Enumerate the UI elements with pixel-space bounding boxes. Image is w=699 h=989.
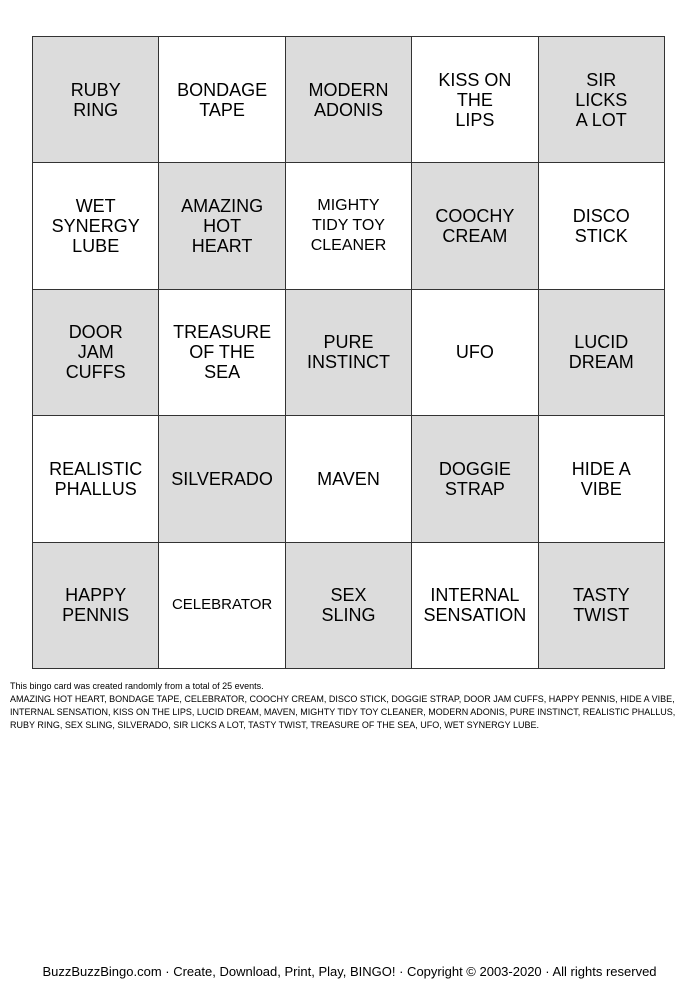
bingo-cell: RUBY RING: [33, 37, 159, 163]
bingo-card-grid: [32, 36, 665, 669]
footer-copyright: BuzzBuzzBingo.com · Create, Download, Print, Play, BINGO! · Copyright © 2003-2020 · All rights reserved: [42, 964, 657, 979]
card-info: [10, 680, 692, 732]
bingo-cell: SILVERADO: [159, 416, 285, 542]
bingo-cell: SIR LICKS A LOT: [539, 37, 665, 163]
bingo-cell: KISS ON THE LIPS: [412, 37, 538, 163]
bingo-cell: DISCO STICK: [539, 163, 665, 289]
bingo-cell: DOOR JAM CUFFS: [33, 290, 159, 416]
bingo-cell: MIGHTY TIDY TOY CLEANER: [286, 163, 412, 289]
bingo-cell: TREASURE OF THE SEA: [159, 290, 285, 416]
bingo-cell: MAVEN: [286, 416, 412, 542]
bingo-cell: COOCHY CREAM: [412, 163, 538, 289]
bingo-cell: LUCID DREAM: [539, 290, 665, 416]
bingo-cell: UFO: [412, 290, 538, 416]
bingo-cell: DOGGIE STRAP: [412, 416, 538, 542]
bingo-cell: SEX SLING: [286, 543, 412, 669]
bingo-cell: CELEBRATOR: [159, 543, 285, 669]
bingo-cell: AMAZING HOT HEART: [159, 163, 285, 289]
bingo-cell: BONDAGE TAPE: [159, 37, 285, 163]
bingo-cell: HIDE A VIBE: [539, 416, 665, 542]
card-info-summary: This bingo card was created randomly from a total of 25 events.: [10, 681, 264, 691]
bingo-cell: TASTY TWIST: [539, 543, 665, 669]
card-info-events-list: AMAZING HOT HEART, BONDAGE TAPE, CELEBRATOR, COOCHY CREAM, DISCO STICK, DOGGIE STRAP, DOOR JAM CUFFS, HAPPY PENNIS, HIDE A VIBE, INTERNAL SENSATION, KISS ON THE LIPS, LUCID DREAM, MAVEN, MIGHTY TIDY TOY CLEANER, MODERN ADONIS, PURE INSTINCT, REALISTIC PHALLUS, RUBY RING, SEX SLING, SILVERADO, SIR LICKS A LOT, TASTY TWIST, TREASURE OF THE SEA, UFO, WET SYNERGY LUBE.: [10, 694, 676, 730]
bingo-cell: WET SYNERGY LUBE: [33, 163, 159, 289]
bingo-cell: MODERN ADONIS: [286, 37, 412, 163]
bingo-cell: HAPPY PENNIS: [33, 543, 159, 669]
bingo-cell: REALISTIC PHALLUS: [33, 416, 159, 542]
bingo-cell: INTERNAL SENSATION: [412, 543, 538, 669]
bingo-cell: PURE INSTINCT: [286, 290, 412, 416]
